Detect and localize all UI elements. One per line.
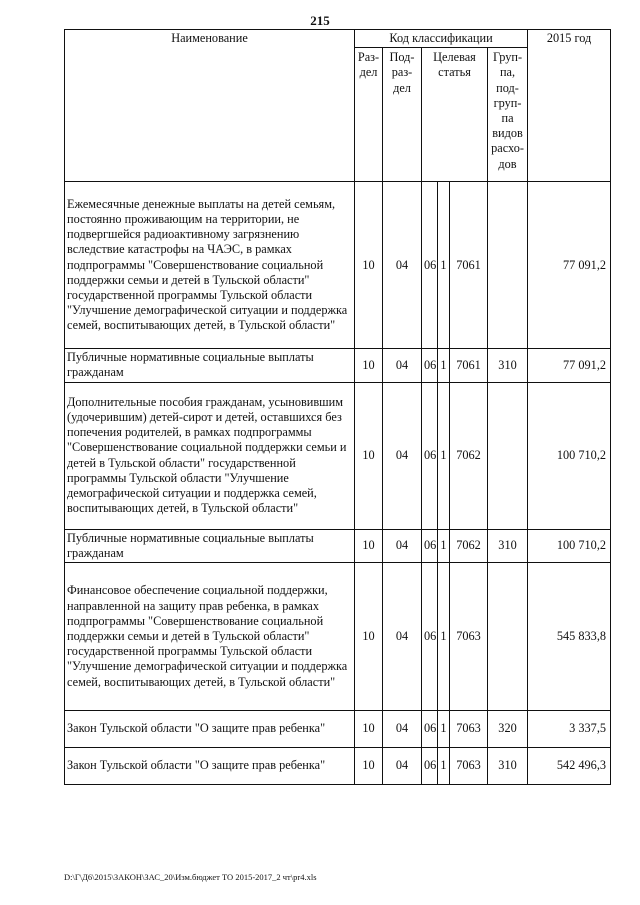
row-target-part3: 7063 xyxy=(450,748,488,785)
row-name: Закон Тульской области "О защите прав ребенка" xyxy=(65,711,355,748)
row-subsection: 04 xyxy=(383,382,422,529)
row-target-part3: 7063 xyxy=(450,711,488,748)
header-year: 2015 год xyxy=(528,30,611,182)
row-name: Ежемесячные денежные выплаты на детей семьям, постоянно проживающим на территории, не подвергшейся радиоактивному загрязнению вследствие катастрофы на ЧАЭС, в рамках подпрограммы "Совершенствование социальной поддержки семьи и детей в Тульской области" государственной программы Тульской области "Улучшение демографической ситуации и поддержка семей, воспитывающих детей, в Тульской области" xyxy=(65,182,355,349)
row-subsection: 04 xyxy=(383,349,422,382)
row-target-part1: 06 xyxy=(422,382,438,529)
row-amount: 100 710,2 xyxy=(528,529,611,562)
row-group: 310 xyxy=(488,748,528,785)
row-name: Дополнительные пособия гражданам, усыновившим (удочерившим) детей-сирот и детей, оставшихся без попечения родителей, в рамках подпрограммы "Совершенствование социальной поддержки семьи и детей в Тульской области" государственной программы Тульской области "Улучшение демографической ситуации и поддержка семей, воспитывающих детей, в Тульской области" xyxy=(65,382,355,529)
budget-table xyxy=(64,29,611,785)
row-target-part2: 1 xyxy=(438,382,450,529)
row-group: 310 xyxy=(488,349,528,382)
row-target-part2: 1 xyxy=(438,748,450,785)
row-section: 10 xyxy=(355,711,383,748)
table-row xyxy=(65,382,611,529)
row-amount: 100 710,2 xyxy=(528,382,611,529)
row-name: Закон Тульской области "О защите прав ребенка" xyxy=(65,748,355,785)
header-group: Груп- па, под- груп- па видов расхо- дов xyxy=(488,48,528,182)
table-row xyxy=(65,182,611,349)
row-group xyxy=(488,182,528,349)
row-target-part3: 7062 xyxy=(450,529,488,562)
row-target-part2: 1 xyxy=(438,182,450,349)
row-subsection: 04 xyxy=(383,748,422,785)
table-row xyxy=(65,748,611,785)
row-target-part1: 06 xyxy=(422,529,438,562)
row-target-part2: 1 xyxy=(438,349,450,382)
row-target-part3: 7063 xyxy=(450,563,488,711)
header-subsection: Под- раз- дел xyxy=(383,48,422,182)
row-target-part2: 1 xyxy=(438,563,450,711)
table-row xyxy=(65,711,611,748)
header-row-1 xyxy=(65,30,611,48)
row-target-part1: 06 xyxy=(422,182,438,349)
row-amount: 542 496,3 xyxy=(528,748,611,785)
header-code-group: Код классификации xyxy=(355,30,528,48)
row-group: 320 xyxy=(488,711,528,748)
row-group xyxy=(488,563,528,711)
row-group: 310 xyxy=(488,529,528,562)
row-target-part2: 1 xyxy=(438,711,450,748)
row-target-part1: 06 xyxy=(422,711,438,748)
row-section: 10 xyxy=(355,182,383,349)
row-amount: 77 091,2 xyxy=(528,349,611,382)
row-section: 10 xyxy=(355,382,383,529)
row-group xyxy=(488,382,528,529)
row-subsection: 04 xyxy=(383,711,422,748)
row-subsection: 04 xyxy=(383,182,422,349)
row-amount: 77 091,2 xyxy=(528,182,611,349)
row-section: 10 xyxy=(355,748,383,785)
row-name: Публичные нормативные социальные выплаты гражданам xyxy=(65,529,355,562)
row-name: Финансовое обеспечение социальной поддержки, направленной на защиту прав ребенка, в рамках подпрограммы "Совершенствование социальной поддержки семьи и детей в Тульской области" государственной программы Тульской области "Улучшение демографической ситуации и поддержка семей, воспитывающих детей, в Тульской области" xyxy=(65,563,355,711)
row-section: 10 xyxy=(355,349,383,382)
row-target-part1: 06 xyxy=(422,563,438,711)
header-name: Наименование xyxy=(65,30,355,182)
row-name: Публичные нормативные социальные выплаты гражданам xyxy=(65,349,355,382)
row-target-part2: 1 xyxy=(438,529,450,562)
header-section: Раз- дел xyxy=(355,48,383,182)
footer-file-path: D:\Г\Д6\2015\ЗАКОН\ЗАС_20\Изм.бюджет ТО 2015-2017_2 чт\pr4.xls xyxy=(64,872,317,882)
row-amount: 545 833,8 xyxy=(528,563,611,711)
row-subsection: 04 xyxy=(383,529,422,562)
row-subsection: 04 xyxy=(383,563,422,711)
row-amount: 3 337,5 xyxy=(528,711,611,748)
row-target-part1: 06 xyxy=(422,748,438,785)
row-target-part3: 7061 xyxy=(450,182,488,349)
table-row xyxy=(65,529,611,562)
table-row xyxy=(65,349,611,382)
row-target-part3: 7062 xyxy=(450,382,488,529)
header-target: Целевая статья xyxy=(422,48,488,182)
row-target-part3: 7061 xyxy=(450,349,488,382)
row-target-part1: 06 xyxy=(422,349,438,382)
table-row xyxy=(65,563,611,711)
table-body xyxy=(65,182,611,785)
page-number: 215 xyxy=(310,13,330,28)
row-section: 10 xyxy=(355,529,383,562)
row-section: 10 xyxy=(355,563,383,711)
